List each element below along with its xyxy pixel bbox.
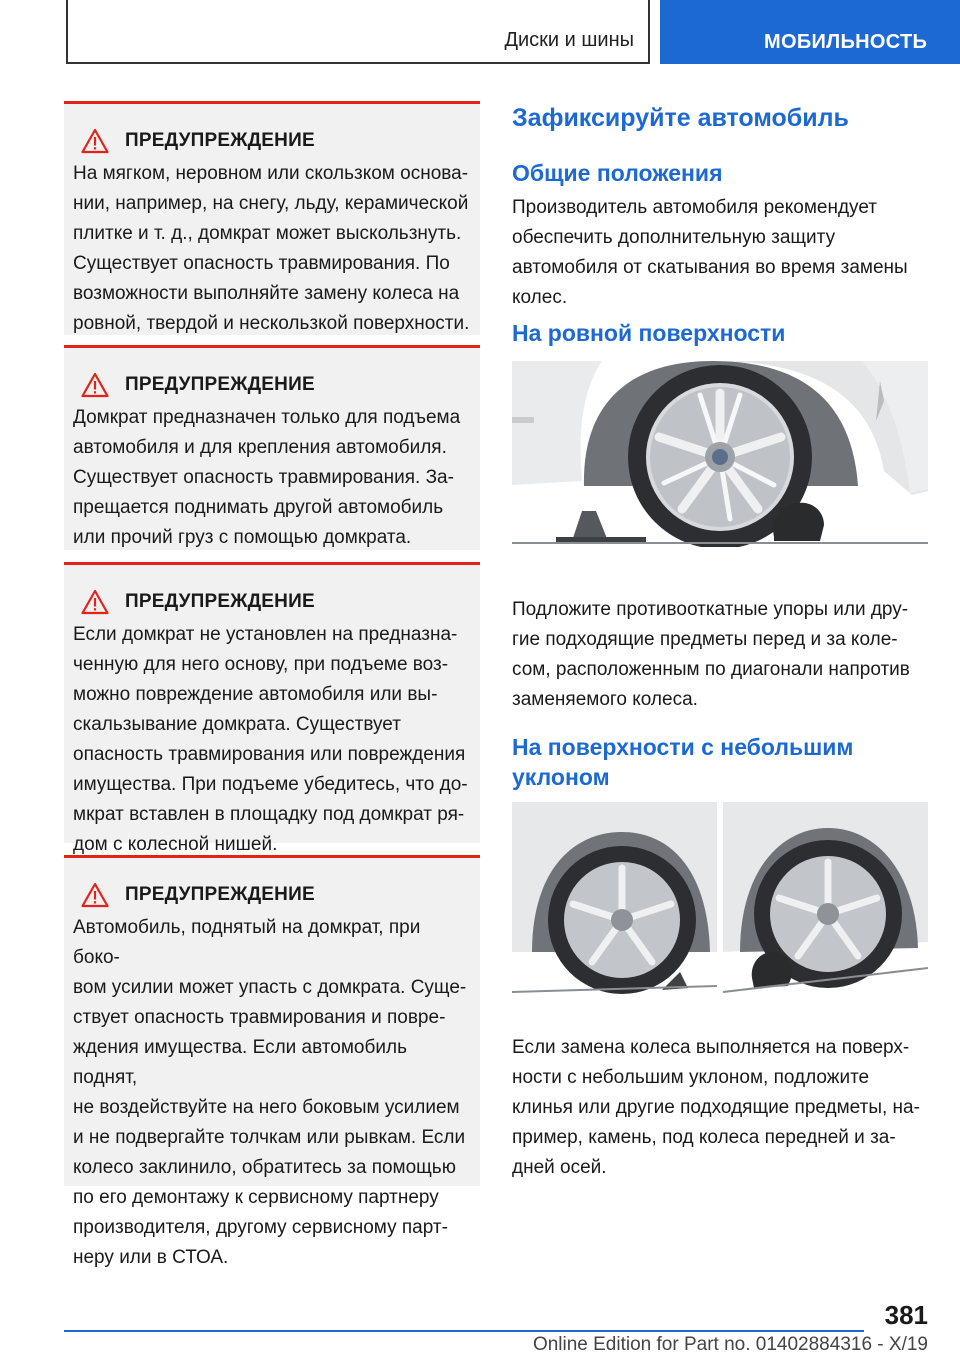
slope-heading: [512, 732, 930, 792]
general-paragraph: [512, 193, 930, 313]
paragraph-line: Подложите противооткатные упоры или дру-: [512, 599, 909, 620]
warning-box-2: [64, 345, 480, 550]
header-section-title: Диски и шины: [504, 29, 634, 51]
warning-text-line: На мягком, неровном или скользком основа-: [73, 163, 469, 184]
warning-box-4: [64, 855, 480, 1268]
slope-paragraph: [512, 1033, 930, 1183]
header-chapter-title: МОБИЛЬНОСТЬ: [764, 31, 928, 53]
warning-title: ПРЕДУПРЕЖДЕНИЕ: [125, 130, 315, 151]
paragraph-line: пример, камень, под колеса передней и за-: [512, 1127, 896, 1148]
warning-text-line: можно повреждение автомобиля или вы-: [73, 684, 438, 705]
warning-text-line: автомобиля и для крепления автомобиля.: [73, 437, 447, 458]
warning-text-line: по его демонтажу к сервисному партнеру: [73, 1187, 439, 1208]
warning-text-line: неру или в СТОА.: [73, 1247, 229, 1268]
footer-divider: [64, 1330, 864, 1332]
warning-box-3: [64, 562, 480, 855]
paragraph-line: Если замена колеса выполняется на поверх-: [512, 1037, 910, 1058]
warning-text-line: производителя, другому сервисному парт-: [73, 1217, 448, 1238]
warning-text-line: ровной, твердой и нескользкой поверхности.: [73, 313, 470, 334]
paragraph-line: колес.: [512, 287, 568, 308]
warning-text-line: ченную для него основу, при подъеме воз-: [73, 654, 449, 675]
warning-text-line: опасность травмирования или повреждения: [73, 744, 466, 765]
paragraph-line: ности с небольшим уклоном, подложите: [512, 1067, 870, 1088]
heading-line: уклоном: [512, 764, 610, 790]
paragraph-line: автомобиля от скатывания во время замены: [512, 257, 908, 278]
header-chapter-box: [660, 0, 960, 64]
paragraph-line: сом, расположенным по диагонали напротив: [512, 659, 910, 680]
flat-surface-heading: На ровной поверхности: [512, 320, 786, 346]
warning-text-line: дом с колесной нишей.: [73, 834, 278, 855]
warning-triangle-icon: [81, 372, 109, 398]
paragraph-line: Производитель автомобиля рекомендует: [512, 197, 877, 218]
warning-text-line: возможности выполняйте замену колеса на: [73, 283, 460, 304]
warning-text-line: вом усилии может упасть с домкрата. Суще-: [73, 977, 467, 998]
flat-surface-illustration: [512, 361, 928, 547]
warning-text-line: нии, например, на снегу, льду, керамической: [73, 193, 469, 214]
warning-text-line: ствует опасность травмирования и повре-: [73, 1007, 446, 1028]
general-heading: Общие положения: [512, 160, 723, 186]
warning-text-line: и не подвергайте толчкам или рывкам. Если: [73, 1127, 466, 1148]
warning-text-line: колесо заклинило, обратитесь за помощью: [73, 1157, 456, 1178]
warning-box-1: [64, 101, 480, 335]
paragraph-line: клинья или другие подходящие предметы, на-: [512, 1097, 920, 1118]
warning-text-line: Существует опасность травмирования. За-: [73, 467, 454, 488]
warning-text-line: Домкрат предназначен только для подъема: [73, 407, 461, 428]
warning-text-line: Если домкрат не установлен на предназна-: [73, 624, 458, 645]
heading-line: На поверхности с небольшим: [512, 734, 854, 760]
page-number: 381: [884, 1300, 928, 1330]
footer-edition: Online Edition for Part no. 01402884316 - X/19: [532, 1334, 928, 1355]
paragraph-line: гие подходящие предметы перед и за коле-: [512, 629, 898, 650]
warning-triangle-icon: [81, 589, 109, 615]
warning-text-line: ждения имущества. Если автомобиль поднят,: [73, 1037, 407, 1088]
header-section-box: [66, 0, 650, 64]
warning-text-line: Существует опасность травмирования. По: [73, 253, 450, 274]
warning-triangle-icon: [81, 882, 109, 908]
warning-title: ПРЕДУПРЕЖДЕНИЕ: [125, 884, 315, 905]
paragraph-line: дней осей.: [512, 1157, 607, 1178]
flat-surface-paragraph: [512, 595, 930, 715]
warning-text-line: плитке и т. д., домкрат может выскользнуть.: [73, 223, 462, 244]
section-title: Зафиксируйте автомобиль: [512, 104, 849, 132]
paragraph-line: заменяемого колеса.: [512, 689, 698, 710]
warning-text-line: мкрат вставлен в площадку под домкрат ря-: [73, 804, 465, 825]
warning-text-line: Автомобиль, поднятый на домкрат, при боко-: [73, 917, 421, 968]
warning-title: ПРЕДУПРЕЖДЕНИЕ: [125, 374, 315, 395]
warning-text-line: прещается поднимать другой автомобиль: [73, 497, 444, 518]
warning-text-line: скальзывание домкрата. Существует: [73, 714, 401, 735]
warning-triangle-icon: [81, 128, 109, 154]
warning-text-line: или прочий груз с помощью домкрата.: [73, 527, 412, 548]
warning-text-line: имущества. При подъеме убедитесь, что до-: [73, 774, 468, 795]
warning-title: ПРЕДУПРЕЖДЕНИЕ: [125, 591, 315, 612]
slope-illustration: [512, 802, 928, 998]
warning-text-line: не воздействуйте на него боковым усилием: [73, 1097, 460, 1118]
paragraph-line: обеспечить дополнительную защиту: [512, 227, 836, 248]
